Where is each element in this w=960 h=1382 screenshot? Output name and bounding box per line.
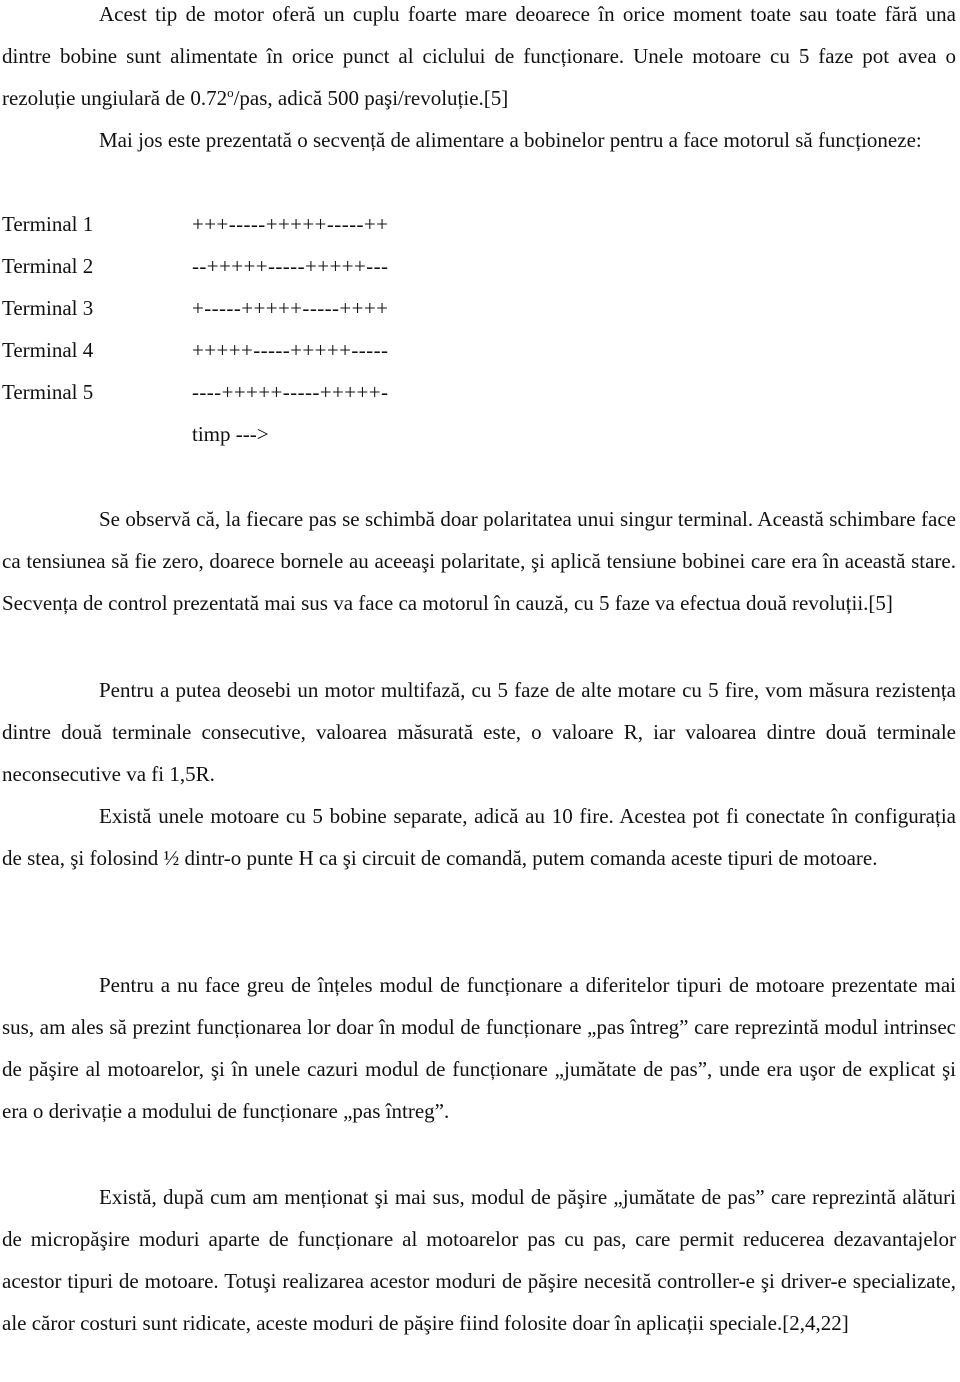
paragraph-microstepping: Există, după cum am menționat şi mai sus, modul de păşire „jumătate de pas” care reprezintă alături de micropăşire moduri aparte de funcționare al motoarelor pas cu pas, care permit reducerea dezavantajelor acestor tipuri de motoare. Totuşi realizarea acestor moduri de păşire necesită controller-e şi driver-e specializate, ale căror costuri sunt ridicate, aceste moduri de păşire fiind folosite doar în aplicații speciale.[2,4,22] bbox=[2, 1185, 956, 1335]
paragraph-polarity-change: Se observă că, la fiecare pas se schimbă doar polaritatea unui singur terminal. Această schimbare face ca tensiunea să fie zero, doarece bornele au aceeaşi polaritate, şi aplică tensiune bobinei care era în această stare. Secvența de control prezentată mai sus va face ca motorul în cauză, cu 5 faze va efectua două revoluții.[5] bbox=[2, 507, 956, 615]
terminal-sequence: --+++++-----+++++--- bbox=[192, 254, 389, 278]
paragraph-motor-torque-tail: /pas, adică 500 paşi/revoluție.[5] bbox=[233, 86, 509, 110]
terminal-sequence: +++++-----+++++----- bbox=[192, 338, 389, 362]
degree-superscript: o bbox=[227, 85, 234, 100]
time-axis-label: timp ---> bbox=[192, 422, 269, 446]
paragraph-ten-wire-motors: Există unele motoare cu 5 bobine separate, adică au 10 fire. Acestea pot fi conectate în configurația de stea, şi folosind ½ dintr-o punte H ca şi circuit de comandă, putem comanda aceste tipuri de motoare. bbox=[2, 804, 956, 870]
terminal-row bbox=[2, 203, 602, 245]
terminal-row bbox=[2, 329, 602, 371]
terminal-label: Terminal 1 bbox=[2, 212, 94, 236]
paragraph-full-step-mode: Pentru a nu face greu de înțeles modul de funcționare a diferitelor tipuri de motoare prezentate mai sus, am ales să prezint funcționarea lor doar în modul de funcționare „pas întreg” care reprezintă modul intrinsec de păşire al motoarelor, şi în unele cazuri modul de funcționare „jumătate de pas”, unde era uşor de explicat şi era o derivație a modului de funcționare „pas întreg”. bbox=[2, 973, 956, 1123]
terminal-row bbox=[2, 245, 602, 287]
paragraph-resistance-measure: Pentru a putea deosebi un motor multifază, cu 5 faze de alte motare cu 5 fire, vom măsura rezistența dintre două terminale consecutive, valoarea măsurată este, o valoare R, iar valoarea dintre două terminale neconsecutive va fi 1,5R. bbox=[2, 678, 956, 786]
terminal-sequence: ----+++++-----+++++- bbox=[192, 380, 389, 404]
terminal-row bbox=[2, 371, 602, 413]
terminal-sequence: +++-----+++++-----++ bbox=[192, 212, 389, 236]
terminal-label: Terminal 3 bbox=[2, 296, 94, 320]
terminal-sequence-table bbox=[2, 203, 602, 455]
terminal-label: Terminal 5 bbox=[2, 380, 94, 404]
terminal-label: Terminal 4 bbox=[2, 338, 94, 362]
terminal-sequence: +-----+++++-----++++ bbox=[192, 296, 389, 320]
terminal-row bbox=[2, 287, 602, 329]
terminal-label: Terminal 2 bbox=[2, 254, 94, 278]
paragraph-motor-torque-text: Acest tip de motor oferă un cuplu foarte mare deoarece în orice moment toate sau toate fără una dintre bobine sunt alimentate în orice punct al ciclului de funcționare. Unele motoare cu 5 faze pot avea o rezoluție ungiulară de 0.72 bbox=[2, 2, 956, 110]
paragraph-sequence-intro: Mai jos este prezentată o secvență de alimentare a bobinelor pentru a face motorul să funcționeze: bbox=[99, 128, 922, 152]
paragraph-motor-torque bbox=[2, 0, 956, 119]
